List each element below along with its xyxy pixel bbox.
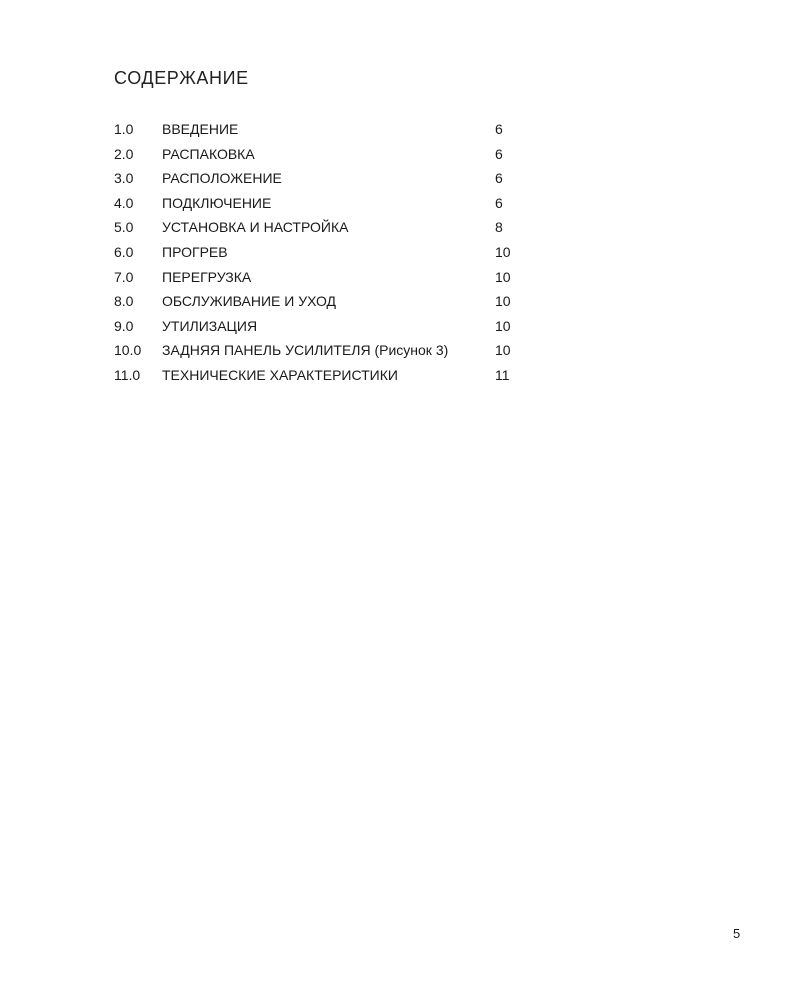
toc-entry-number: 9.0 [114,317,134,334]
toc-entry-number: 11.0 [114,366,141,383]
toc-entry-page: 11 [495,366,510,383]
toc-entry-title: РАСПАКОВКА [162,145,255,162]
toc-entry-page: 8 [495,219,503,236]
toc-entry-title: УСТАНОВКА И НАСТРОЙКА [162,219,349,236]
toc-entry-title: ПРОГРЕВ [162,243,228,260]
toc-entry-page: 10 [495,293,511,310]
toc-entry-title: ЗАДНЯЯ ПАНЕЛЬ УСИЛИТЕЛЯ (Рисунок 3) [162,342,449,359]
toc-entry-number: 3.0 [114,170,134,187]
toc-entry[interactable] [114,340,534,365]
table-of-contents [114,119,534,390]
toc-entry-title: РАСПОЛОЖЕНИЕ [162,170,282,187]
toc-entry-number: 8.0 [114,293,134,310]
toc-entry-page: 6 [495,145,503,162]
toc-entry-page: 10 [495,268,511,285]
toc-entry-title: ВВЕДЕНИЕ [162,121,239,137]
toc-entry-title: ПЕРЕГРУЗКА [162,268,252,285]
toc-entry-number: 2.0 [114,145,134,162]
page-number: 5 [733,926,741,941]
toc-heading: СОДЕРЖАНИЕ [114,68,249,88]
toc-entry-number: 5.0 [114,219,134,236]
toc-entry-title: ПОДКЛЮЧЕНИЕ [162,194,272,211]
toc-entry-page: 6 [495,194,503,211]
toc-entry-title: ТЕХНИЧЕСКИЕ ХАРАКТЕРИСТИКИ [162,366,398,383]
toc-entry-number: 6.0 [114,243,134,260]
toc-entry[interactable] [114,291,534,316]
toc-entry[interactable] [114,193,534,218]
toc-entry[interactable] [114,267,534,292]
toc-entry-number: 10.0 [114,342,142,359]
toc-entry-number: 1.0 [114,121,134,137]
toc-entry[interactable] [114,168,534,193]
toc-entry[interactable] [114,144,534,169]
toc-entry-number: 7.0 [114,268,134,285]
toc-entry-title: УТИЛИЗАЦИЯ [162,317,258,334]
toc-entry-page: 6 [495,170,503,187]
toc-entry-page: 10 [495,342,511,359]
toc-entry[interactable] [114,365,534,390]
toc-entry[interactable] [114,119,534,144]
toc-entry-page: 10 [495,243,511,260]
toc-entry-page: 6 [495,121,503,137]
toc-entry[interactable] [114,217,534,242]
toc-entry[interactable] [114,242,534,267]
toc-entry-title: ОБСЛУЖИВАНИЕ И УХОД [162,293,337,310]
toc-entry-number: 4.0 [114,194,134,211]
toc-entry[interactable] [114,316,534,341]
toc-entry-page: 10 [495,317,511,334]
